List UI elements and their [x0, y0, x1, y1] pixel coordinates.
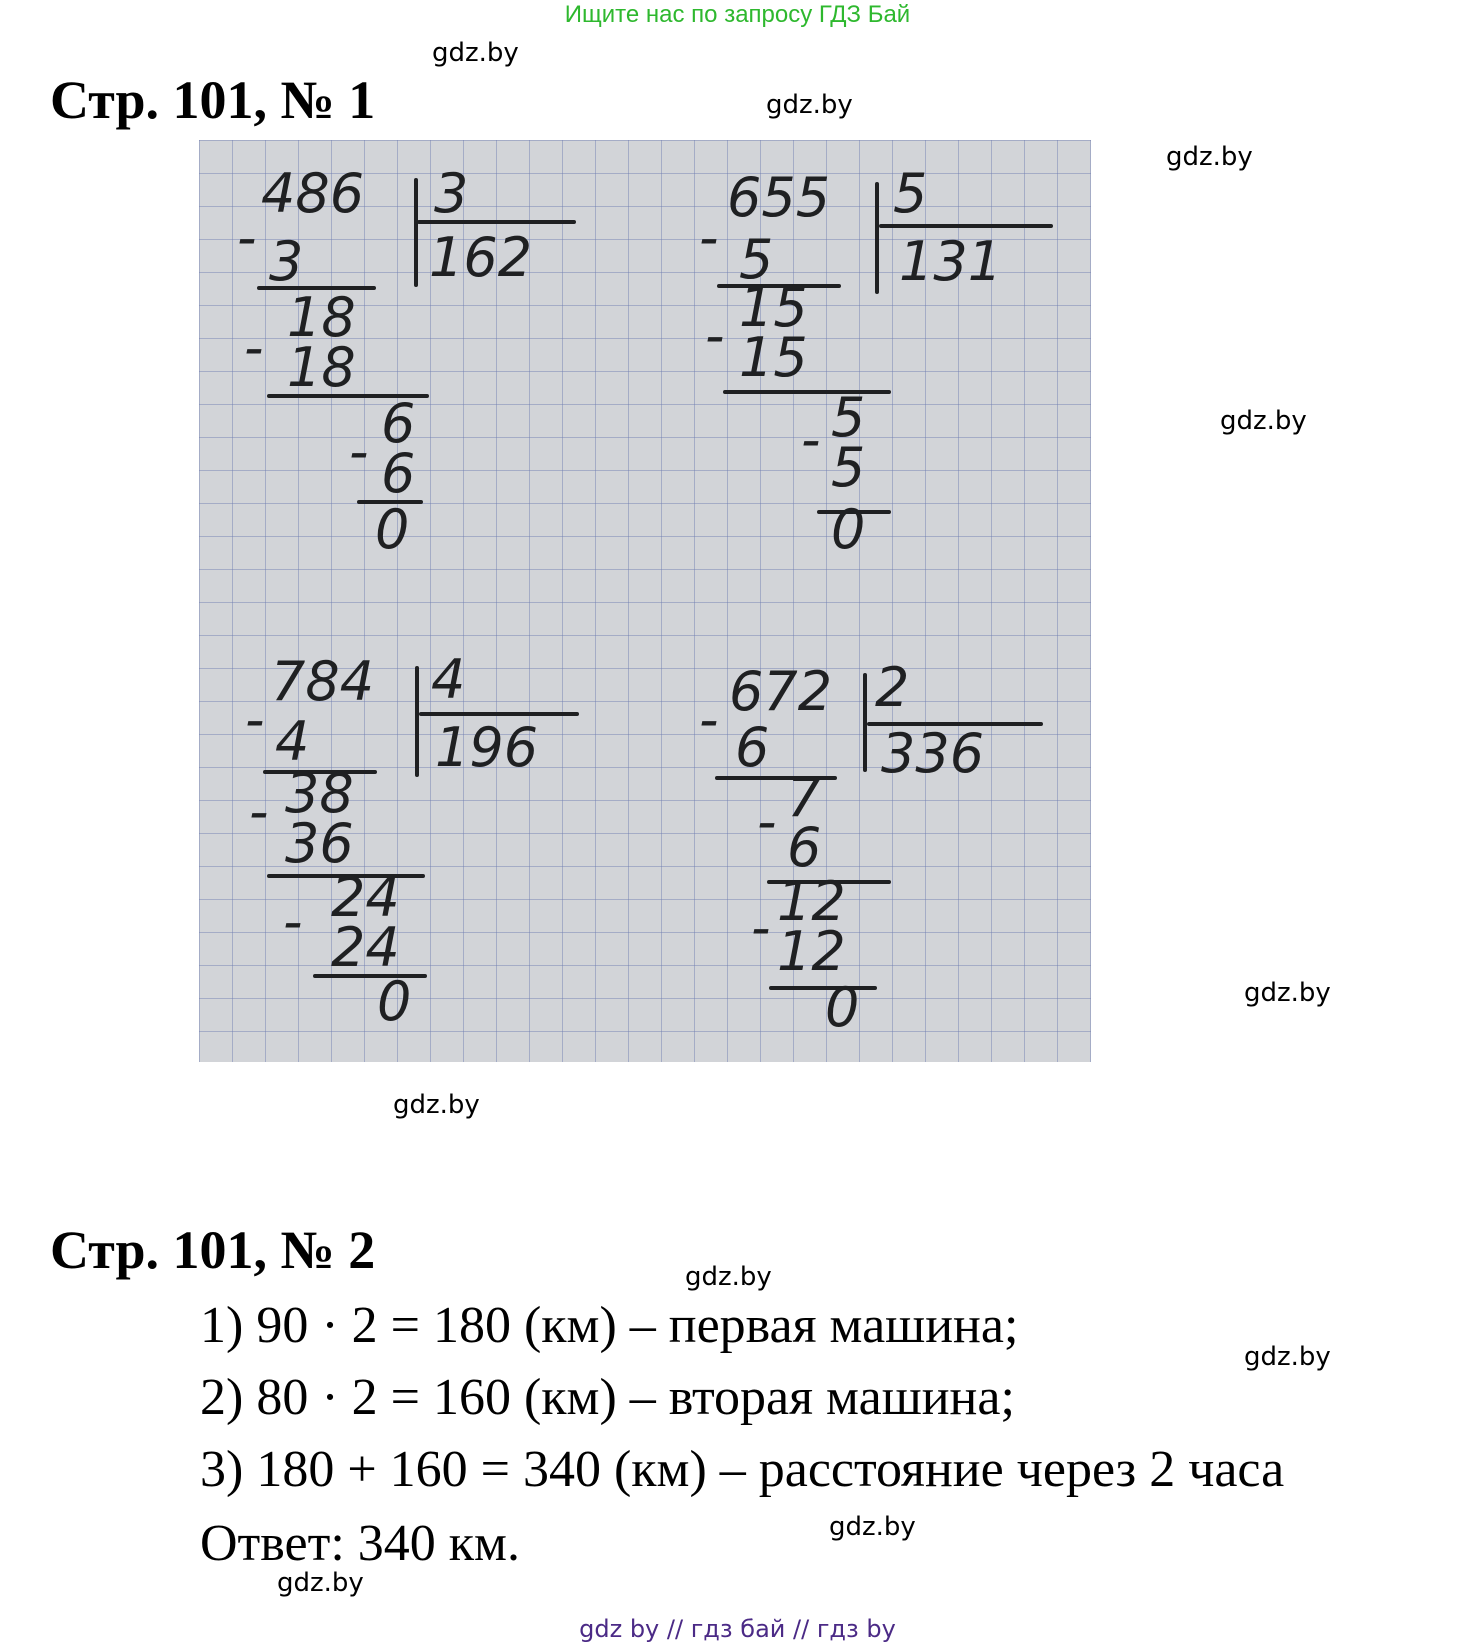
step: 6: [735, 716, 770, 779]
divisor: 3: [434, 162, 469, 225]
minus-sign: -: [237, 206, 257, 269]
long-division-3: [245, 648, 577, 1033]
task2-heading: Стр. 101, № 2: [50, 1220, 376, 1280]
top-banner: Ищите нас по запросу ГДЗ Бай: [564, 1, 911, 28]
step: 6: [381, 392, 416, 455]
minus-sign: -: [245, 688, 265, 751]
step: 15: [739, 276, 808, 339]
step: 7: [787, 766, 822, 829]
long-division-sheet: [199, 140, 1091, 1062]
watermark: gdz.by: [432, 38, 519, 68]
step: 36: [285, 812, 354, 875]
step: 24: [331, 916, 400, 979]
quotient: 131: [899, 230, 1003, 293]
step: 18: [287, 336, 356, 399]
task1-heading: Стр. 101, № 1: [50, 70, 376, 130]
step: 12: [777, 870, 846, 933]
dividend: 486: [261, 162, 365, 225]
watermark: gdz.by: [277, 1568, 364, 1598]
step: 24: [331, 866, 400, 929]
quotient: 336: [881, 722, 985, 785]
long-division-4: [699, 656, 1041, 1039]
divisor: 5: [893, 162, 928, 225]
step: 12: [777, 920, 846, 983]
solution-step-1: 1) 90 · 2 = 180 (км) – первая машина;: [200, 1297, 1019, 1354]
watermark: gdz.by: [766, 90, 853, 120]
solution-step-2: 2) 80 · 2 = 160 (км) – вторая машина;: [200, 1369, 1015, 1426]
step: 15: [739, 326, 808, 389]
handwritten-divisions-photo: [199, 140, 1091, 1062]
step: 38: [285, 762, 354, 825]
solution-step-3: 3) 180 + 160 = 340 (км) – расстояние через 2 часа: [200, 1441, 1285, 1498]
quotient: 196: [435, 716, 539, 779]
step: 5: [831, 436, 866, 499]
step: 0: [375, 498, 410, 561]
minus-sign: -: [699, 206, 719, 269]
minus-sign: -: [801, 408, 821, 471]
step: 3: [269, 230, 304, 293]
dividend: 655: [727, 166, 831, 229]
watermark: gdz.by: [1244, 978, 1331, 1008]
watermark: gdz.by: [1244, 1342, 1331, 1372]
long-division-2: [699, 162, 1051, 561]
step: 6: [381, 442, 416, 505]
step: 18: [287, 286, 356, 349]
step: 6: [787, 816, 822, 879]
minus-sign: -: [751, 896, 771, 959]
minus-sign: -: [699, 688, 719, 751]
minus-sign: -: [249, 780, 269, 843]
footer-links: gdz by // гдз бай // гдз by: [579, 1615, 896, 1643]
answer-line: Ответ: 340 км.: [200, 1515, 520, 1572]
minus-sign: -: [244, 316, 264, 379]
step: 0: [377, 970, 412, 1033]
step: 4: [275, 710, 310, 773]
watermark: gdz.by: [829, 1512, 916, 1542]
watermark: gdz.by: [1220, 406, 1307, 436]
minus-sign: -: [283, 890, 303, 953]
step: 5: [831, 386, 866, 449]
quotient: 162: [429, 226, 533, 289]
watermark: gdz.by: [685, 1262, 772, 1292]
watermark: gdz.by: [1166, 142, 1253, 172]
step: 5: [739, 228, 774, 291]
watermark: gdz.by: [393, 1090, 480, 1120]
step: 0: [831, 498, 866, 561]
divisor: 4: [431, 648, 466, 711]
long-division-1: [237, 162, 574, 561]
dividend: 672: [729, 660, 833, 723]
minus-sign: -: [757, 790, 777, 853]
dividend: 784: [271, 650, 375, 713]
minus-sign: -: [705, 304, 725, 367]
step: 0: [825, 976, 860, 1039]
divisor: 2: [875, 656, 910, 719]
minus-sign: -: [349, 420, 369, 483]
